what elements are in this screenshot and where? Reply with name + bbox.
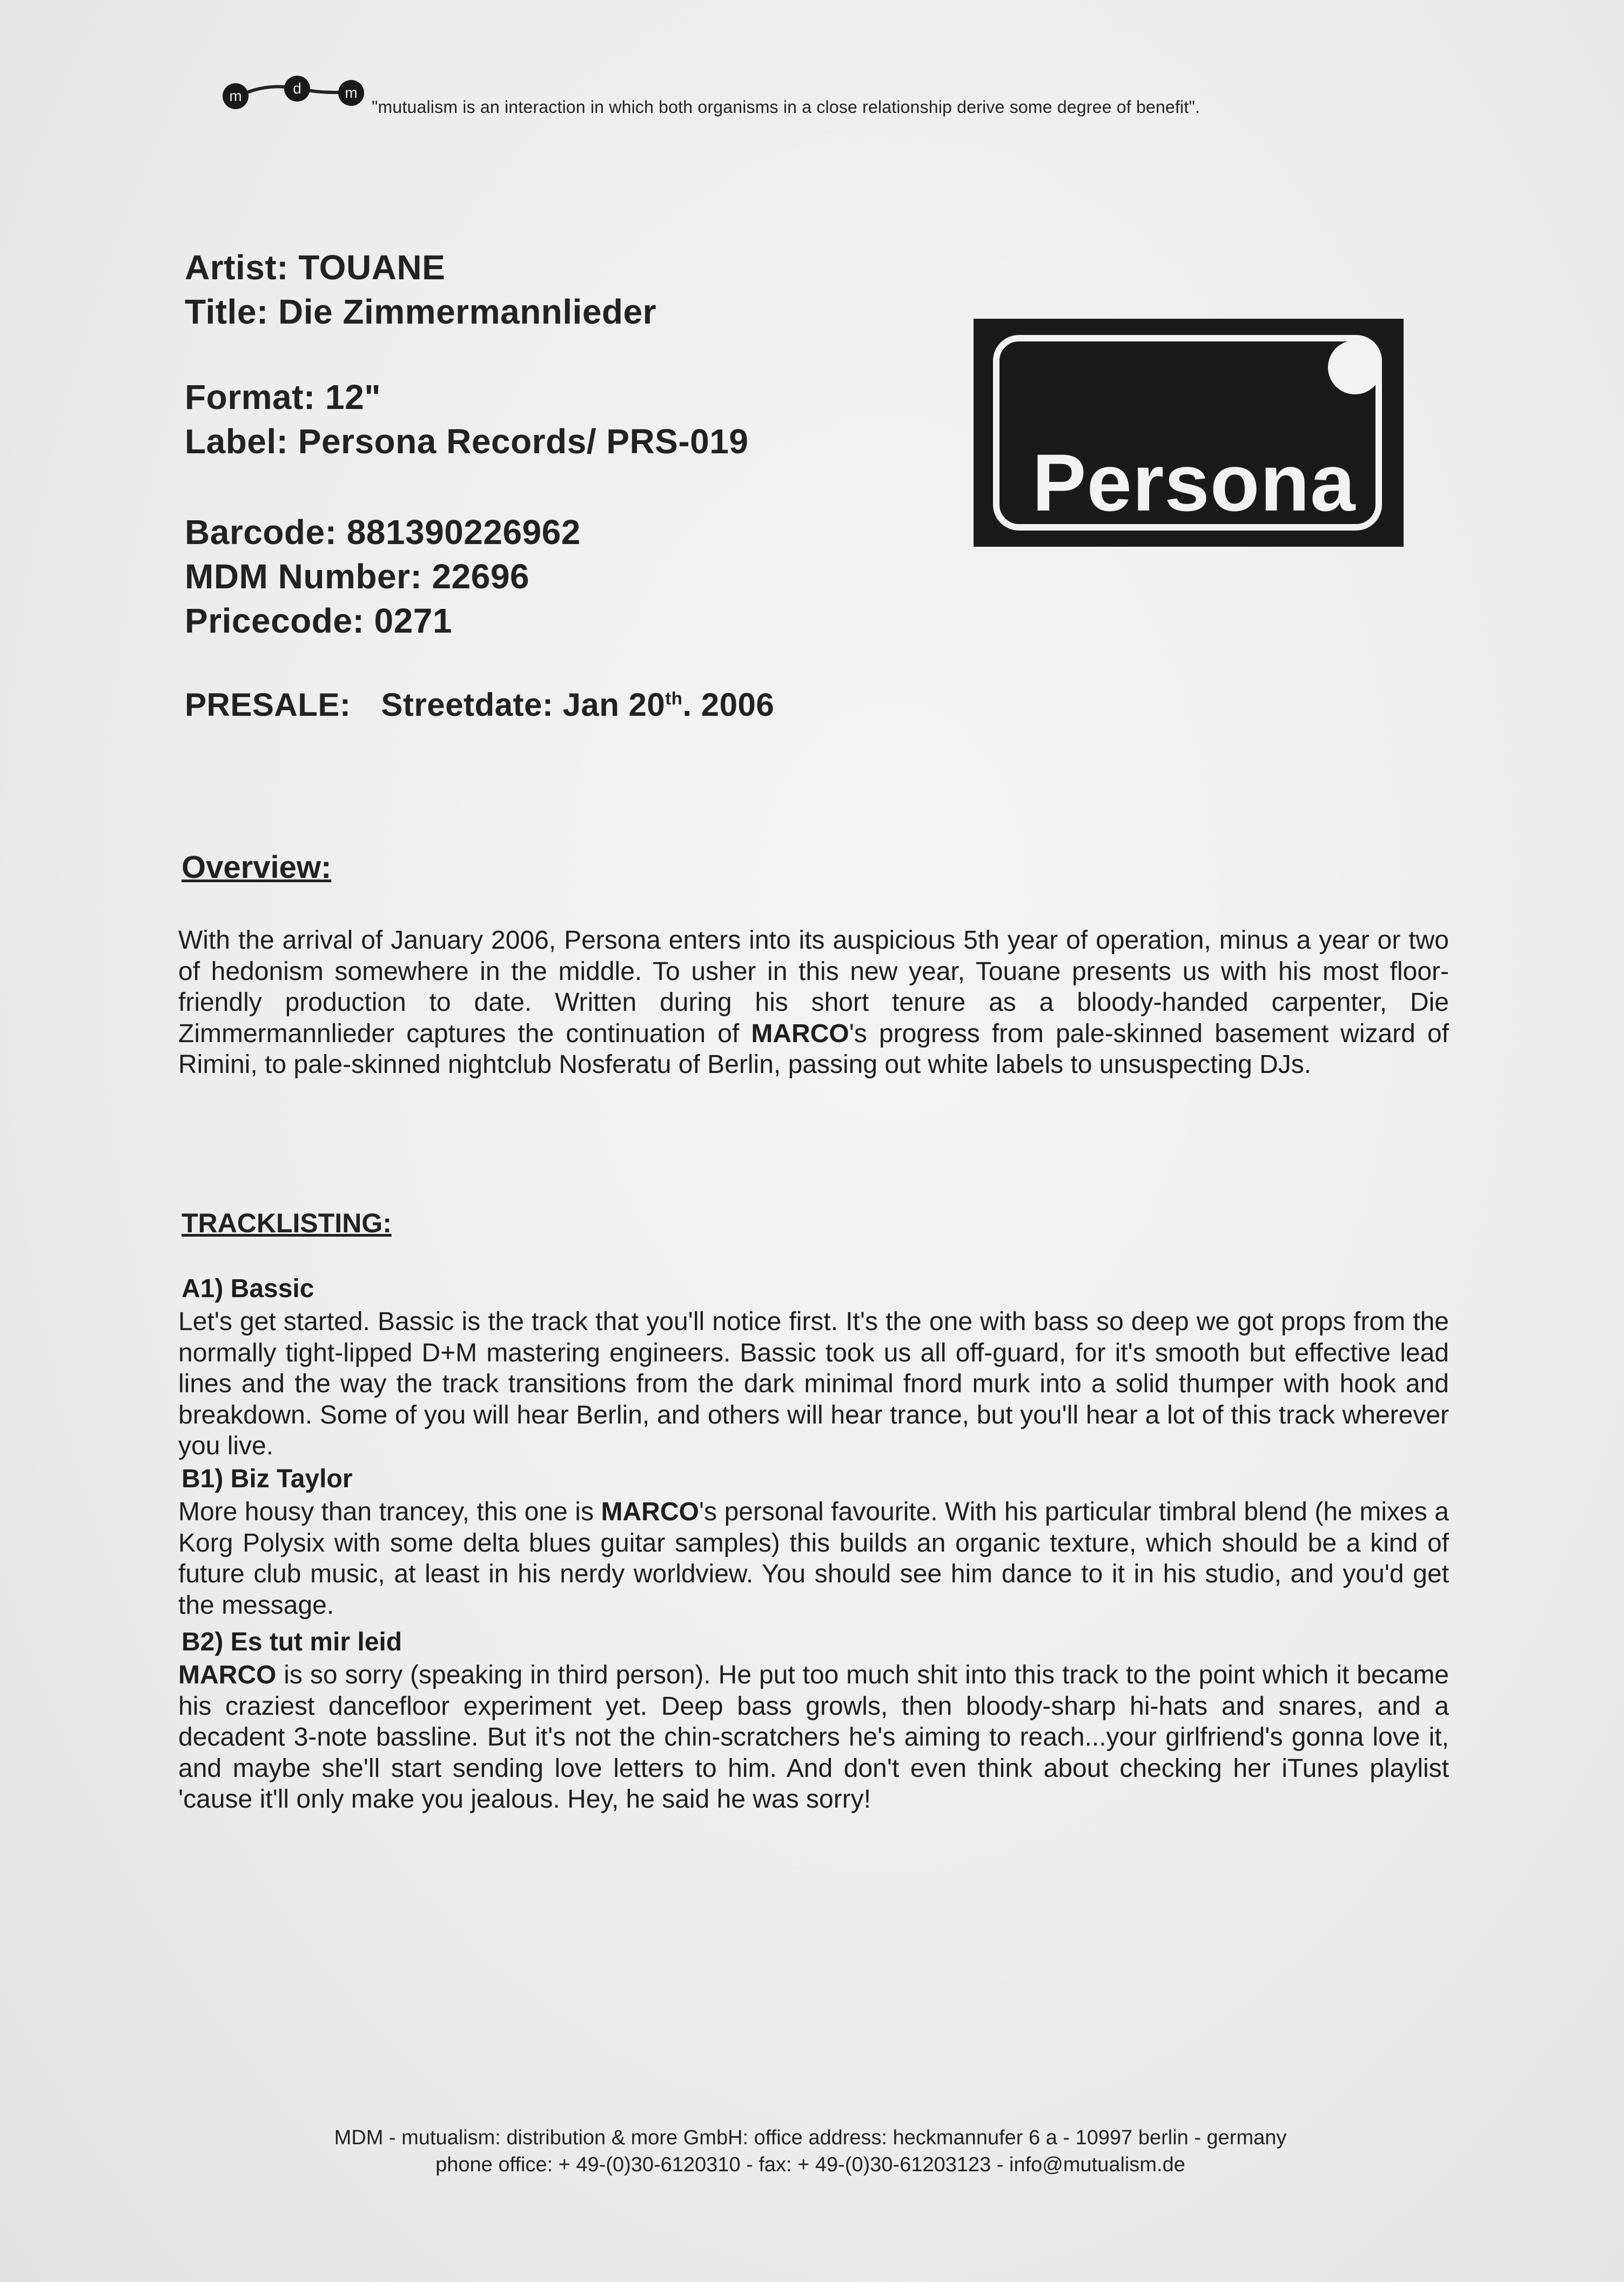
track-description-b2: MARCO is so sorry (speaking in third person). He put too much shit into this track to the point which it became his craziest dancefloor experiment yet. Deep bass growls, then bloody-sharp hi-hats and snares, and a decadent 3-note bassline. But it's not the chin-scratchers he's aiming to reach...your girlfriend's gonna love it, and maybe she'll start sending love letters to him. And don't even think about checking her iTunes playlist 'cause it'll only make you jealous. Hey, he said he was sorry! — [178, 1661, 1449, 1814]
footer-address — [162, 2124, 1459, 2178]
mdm-number-line: MDM Number: 22696 — [185, 557, 529, 596]
barcode-line: Barcode: 881390226962 — [185, 513, 581, 552]
mutualism-tagline: "mutualism is an interaction in which both organisms in a close relationship derive some degree of benefit". — [372, 97, 1200, 117]
overview-paragraph: With the arrival of January 2006, Persona enters into its auspicious 5th year of operation, minus a year or two of hedonism somewhere in the middle. To usher in this new year, Touane presents us with his most floor-friendly production to date. Written during his short tenure as a bloody-handed carpenter, Die Zimmermannlieder captures the continuation of MARCO's progress from pale-skinned basement wizard of Rimini, to pale-skinned nightclub Nosferatu of Berlin, passing out white labels to unsuspecting DJs. — [178, 926, 1449, 1079]
mdm-logo — [216, 70, 378, 113]
label-line: Label: Persona Records/ PRS-019 — [185, 422, 749, 461]
persona-logo-text: Persona — [1032, 437, 1356, 528]
mdm-logo-letter-m1: m — [229, 88, 242, 104]
track-title-b2: B2) Es tut mir leid — [182, 1628, 402, 1656]
presale-line — [185, 686, 774, 723]
persona-logo — [974, 319, 1404, 547]
format-line: Format: 12" — [185, 378, 381, 417]
mdm-logo-letter-d: d — [293, 80, 301, 97]
pricecode-line: Pricecode: 0271 — [185, 601, 452, 640]
track-title-a1: A1) Bassic — [182, 1274, 314, 1303]
track-description-b1: More housy than trancey, this one is MARCO's personal favourite. With his particular timbral blend (he mixes a Korg Polysix with some delta blues guitar samples) this builds an organic texture, which should be a kind of future club music, at least in his nerdy worldview. You should see him dance to it in his studio, and you'd get the message. — [178, 1498, 1449, 1620]
title-line: Title: Die Zimmermannlieder — [185, 292, 656, 331]
track-title-b1: B1) Biz Taylor — [182, 1465, 353, 1493]
streetdate-text: Streetdate: Jan 20th. 2006 — [381, 687, 775, 723]
artist-line: Artist: TOUANE — [185, 248, 446, 287]
persona-logo-dot — [1328, 340, 1382, 394]
footer-line-2: phone office: + 49-(0)30-6120310 - fax: + 49-(0)30-61203123 - info@mutualism.de — [435, 2153, 1185, 2176]
presale-label: PRESALE: — [185, 687, 351, 723]
mdm-logo-letter-m2: m — [345, 84, 358, 101]
footer-line-1: MDM - mutualism: distribution & more GmbH: office address: heckmannufer 6 a - 10997 berlin - germany — [334, 2126, 1287, 2149]
track-description-a1: Let's get started. Bassic is the track that you'll notice first. It's the one with bass so deep we got props from the normally tight-lipped D+M mastering engineers. Bassic took us all off-guard, for it's smooth but effective lead lines and the way the track transitions from the dark minimal fnord murk into a solid thumper with hook and breakdown. Some of you will hear Berlin, and others will hear trance, but you'll hear a lot of this track wherever you live. — [178, 1307, 1449, 1460]
tracklisting-heading: TRACKLISTING: — [182, 1208, 392, 1238]
overview-heading: Overview: — [182, 850, 332, 885]
